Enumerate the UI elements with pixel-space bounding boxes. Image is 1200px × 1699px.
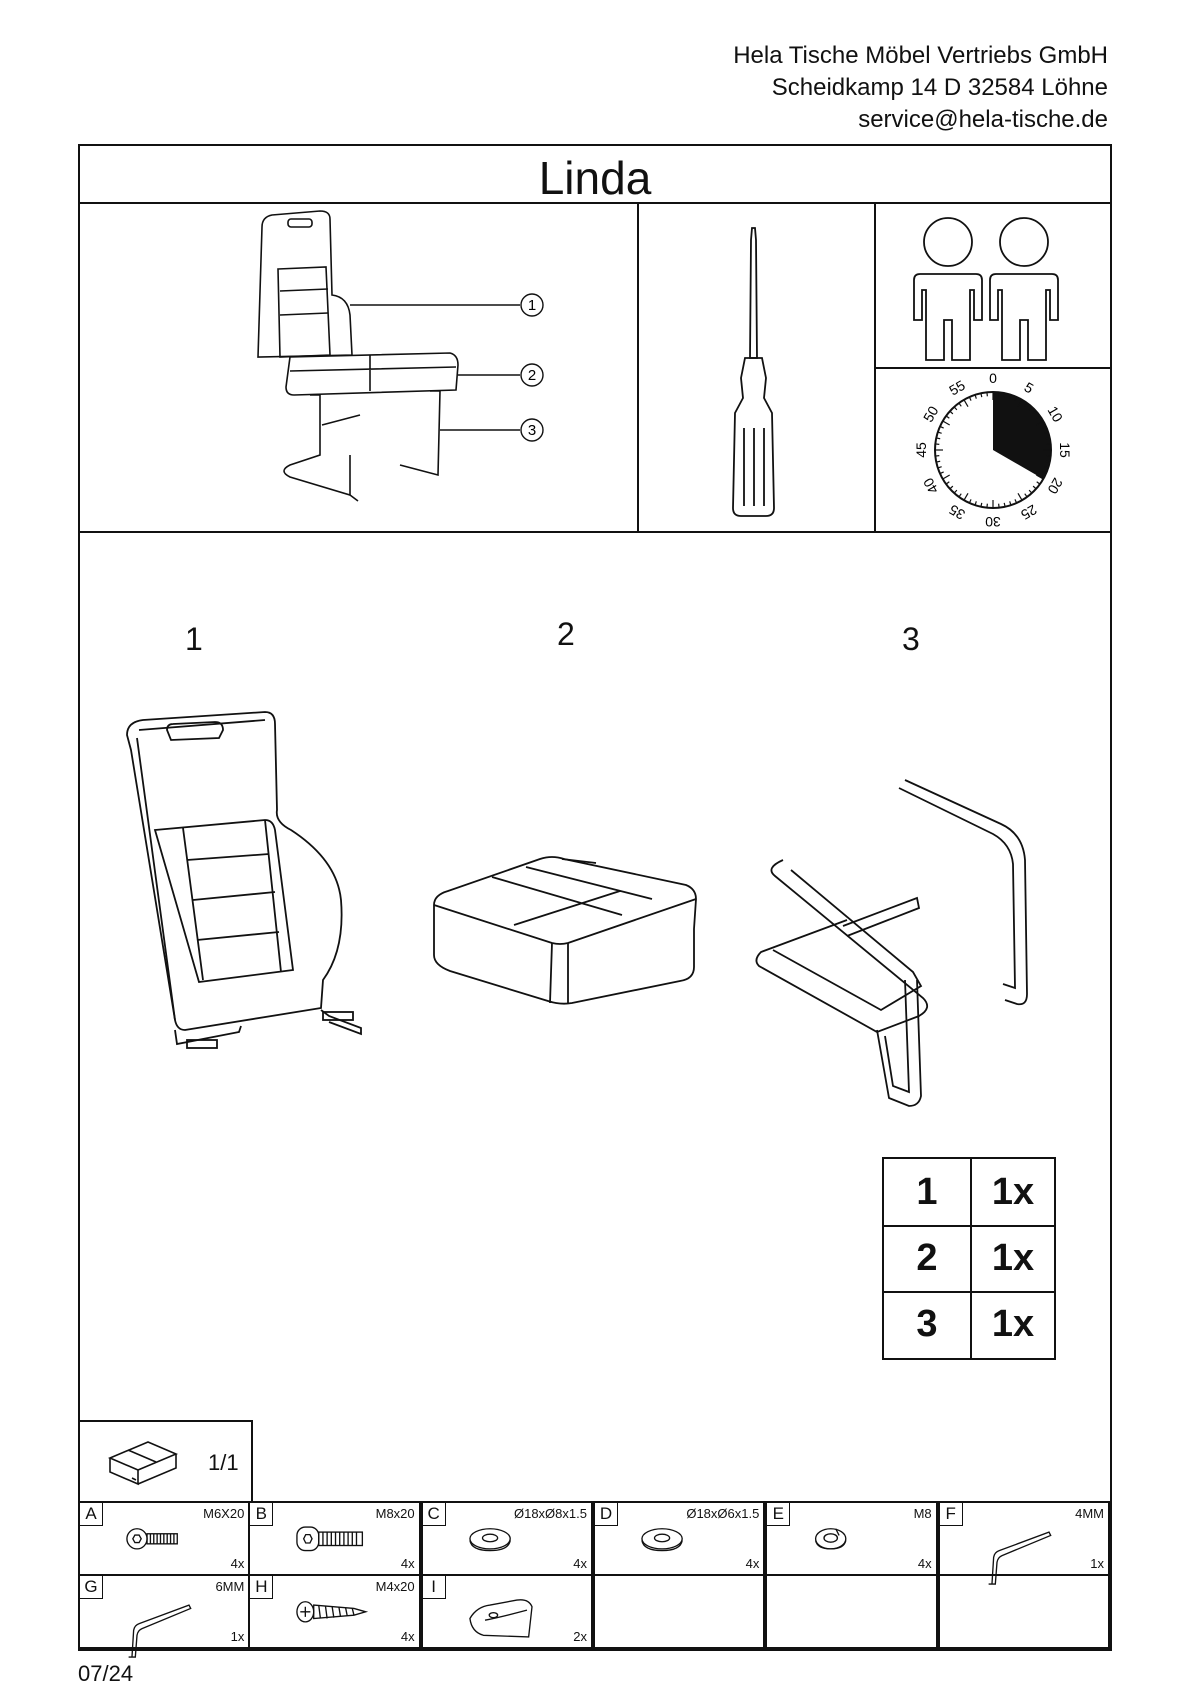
part-label-2: 2 [557,616,575,652]
two-persons-icon [910,210,1090,368]
hardware-cell [765,1574,937,1649]
person-left [914,218,982,360]
chair-seat-outline [286,353,458,395]
qty-row-3-part: 3 [916,1303,938,1345]
hardware-cell [78,1574,250,1649]
backrest-part-illustration [115,710,375,1090]
company-header [733,40,1108,136]
hardware-letter: D [595,1503,618,1526]
wood-screw-icon [288,1590,378,1642]
hardware-size: M4x20 [375,1579,415,1594]
hardware-qty: 1x [1090,1556,1104,1571]
screwdriver-icon [730,228,780,518]
clock-label: 35 [946,501,968,524]
clock-tick [1004,393,1005,397]
clock-tick [946,482,949,484]
allen-key-icon [978,1517,1068,1569]
clock-tick [969,499,971,503]
hardware-cell [938,1501,1110,1576]
clock-tick [959,403,961,406]
package-cell [78,1420,253,1503]
part-label-3: 3 [902,621,920,657]
hardware-cell [765,1501,937,1576]
qty-row-3-count: 1x [991,1303,1035,1345]
clock-label: 20 [1044,475,1067,497]
company-name: Hela Tische Möbel Vertriebs GmbH [733,42,1108,69]
overview-divider [80,531,1110,533]
clock-label: 45 [913,442,929,458]
hardware-qty: 1x [230,1629,245,1644]
clock-tick [940,472,944,474]
overview-col-divider-1 [637,202,639,531]
hardware-size: Ø18xØ6x1.5 [686,1506,760,1521]
hardware-qty: 4x [573,1556,587,1571]
clock-tick [981,503,982,507]
hardware-letter: H [250,1576,273,1599]
hardware-size: M8x20 [375,1506,415,1521]
hardware-qty: 4x [400,1629,415,1644]
hardware-cell [593,1574,765,1649]
clock-tick [1033,486,1036,489]
hardware-cell [248,1574,420,1649]
package-box-icon [108,1438,178,1486]
company-email: service@hela-tische.de [858,106,1108,133]
part-label-1: 1 [185,621,203,657]
hardware-letter: A [80,1503,103,1526]
clock-tick [1018,493,1022,500]
hardware-letter: C [423,1503,446,1526]
clock-tick [940,426,944,428]
hardware-qty: 4x [230,1556,245,1571]
hardware-letter: F [940,1503,963,1526]
callout-label-3: 3 [527,422,537,439]
package-count: 1/1 [208,1450,239,1475]
hardware-qty: 2x [573,1629,587,1644]
clock-label: 30 [985,514,1001,530]
clock-tick [969,397,971,401]
qty-row-2-count: 1x [991,1237,1035,1279]
product-title: Linda [538,152,652,204]
hardware-letter: E [767,1503,790,1526]
callout-label-1: 1 [527,297,537,314]
floor-glide-icon [461,1590,551,1642]
clock-tick [946,416,949,418]
clock-tick [1025,494,1027,497]
clock-tick [1015,499,1017,503]
clock-tick [1046,438,1050,439]
clock-label: 0 [989,370,997,386]
clock-tick [1029,490,1032,493]
clock-tick [950,486,953,489]
qty-row-1-part: 1 [916,1171,938,1213]
clock-label: 15 [1057,442,1073,458]
clock-label: 10 [1044,403,1067,425]
chair-frame-part-illustration [753,780,1083,1110]
hardware-qty: 4x [917,1556,932,1571]
clock-label: 40 [919,475,942,497]
hardware-letter: G [80,1576,103,1599]
hardware-size: Ø18xØ8x1.5 [513,1506,587,1521]
hardware-letter: I [423,1576,446,1599]
qty-row-1-count: 1x [991,1171,1035,1213]
clock-tick [954,490,957,493]
hardware-size: 4MM [1075,1506,1104,1521]
person-right [990,218,1058,360]
clock-tick [936,461,940,462]
hardware-size: M6X20 [203,1506,245,1521]
washer-icon [633,1517,723,1569]
hardware-cell [593,1501,765,1576]
washer-icon [461,1517,551,1569]
qty-row-2-part: 2 [916,1237,938,1279]
hex-socket-bolt-icon [288,1517,378,1569]
hardware-cell [248,1501,420,1576]
parts-quantity-table [882,1157,1056,1360]
date-code: 07/24 [78,1661,134,1686]
hardware-cell [938,1574,1110,1649]
company-address: Scheidkamp 14 D 32584 Löhne [771,74,1108,101]
seat-part-illustration [430,855,700,1010]
assembly-time-wedge [993,392,1051,479]
assembled-chair-illustration [250,205,570,525]
hardware-qty: 4x [400,1556,415,1571]
clock-label: 55 [946,376,968,399]
clock-tick [943,421,950,425]
spring-washer-icon [805,1517,895,1569]
clock-label: 5 [1021,378,1037,397]
clock-tick [954,407,957,410]
clock-tick [936,438,940,439]
clock-tick [950,411,953,414]
hardware-cell [421,1574,593,1649]
chair-backrest-outline [258,211,352,357]
clock-tick [981,393,982,397]
clock-tick [959,494,961,497]
hex-socket-screw-icon [118,1517,208,1569]
hardware-grid [78,1501,1112,1651]
hardware-cell [421,1501,593,1576]
clock-tick [964,493,968,500]
hardware-size: 6MM [215,1579,245,1594]
clock-tick [943,475,950,479]
assembly-time-clock-icon [907,368,1077,528]
hardware-letter: B [250,1503,273,1526]
allen-key-icon [118,1590,208,1642]
clock-tick [1004,503,1005,507]
clock-tick [1037,482,1040,484]
clock-tick [964,400,968,407]
chair-frame-outline [284,395,360,495]
hardware-qty: 4x [745,1556,760,1571]
callout-label-2: 2 [527,367,537,384]
clock-label: 25 [1018,501,1040,524]
clock-tick [1046,461,1050,462]
clock-label: 50 [919,403,942,425]
hardware-size: M8 [913,1506,932,1521]
hardware-cell [78,1501,250,1576]
